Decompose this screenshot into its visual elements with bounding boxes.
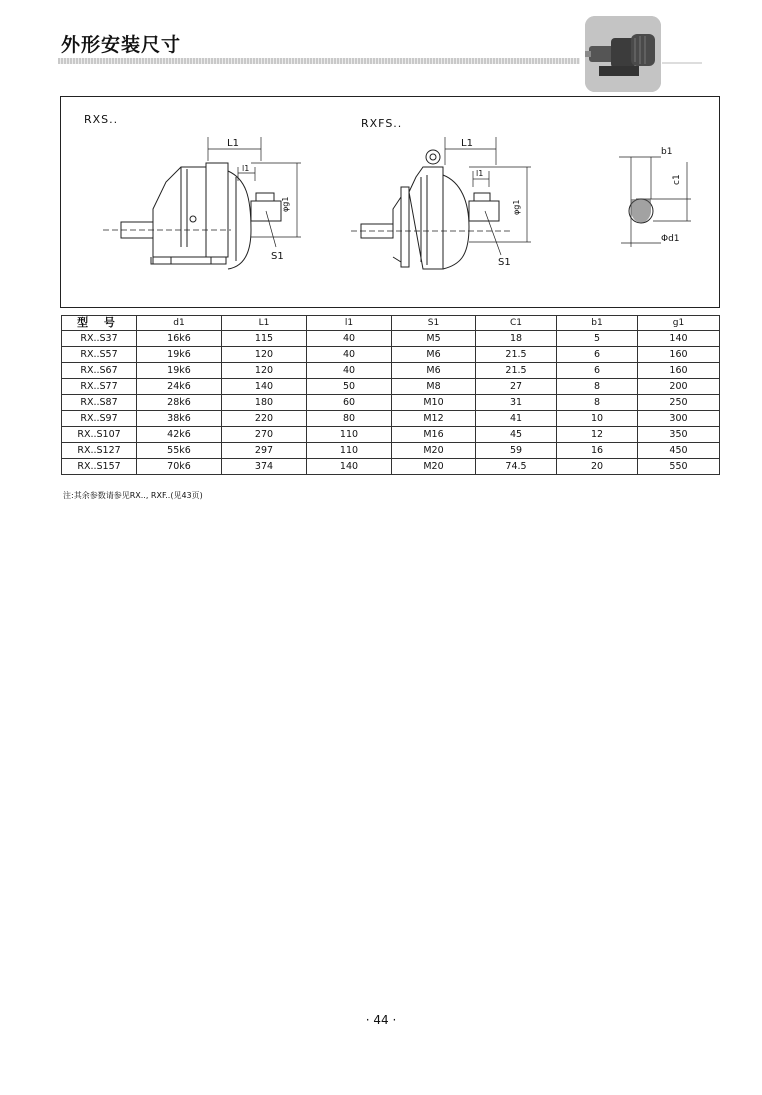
value-cell: 45 <box>476 427 557 443</box>
value-cell: 200 <box>638 379 720 395</box>
svg-text:l1: l1 <box>242 164 250 173</box>
value-cell: 38k6 <box>137 411 222 427</box>
model-cell: RX..S37 <box>62 331 137 347</box>
table-row <box>62 411 720 427</box>
value-cell: 10 <box>557 411 638 427</box>
column-header: L1 <box>222 316 307 331</box>
dimension-table <box>61 315 720 475</box>
value-cell: 19k6 <box>137 363 222 379</box>
model-cell: RX..S157 <box>62 459 137 475</box>
value-cell: 18 <box>476 331 557 347</box>
value-cell: M10 <box>392 395 476 411</box>
table-row <box>62 427 720 443</box>
svg-text:S1: S1 <box>271 251 284 262</box>
svg-text:L1: L1 <box>227 138 239 149</box>
page-number: · 44 · <box>365 1013 397 1027</box>
table-header-row <box>62 316 720 331</box>
value-cell: 250 <box>638 395 720 411</box>
value-cell: 70k6 <box>137 459 222 475</box>
value-cell: 110 <box>307 443 392 459</box>
column-header: C1 <box>476 316 557 331</box>
value-cell: 6 <box>557 347 638 363</box>
value-cell: 120 <box>222 363 307 379</box>
table-row <box>62 443 720 459</box>
value-cell: 350 <box>638 427 720 443</box>
value-cell: 180 <box>222 395 307 411</box>
table-body <box>62 331 720 475</box>
value-cell: 31 <box>476 395 557 411</box>
model-cell: RX..S87 <box>62 395 137 411</box>
model-cell: RX..S67 <box>62 363 137 379</box>
value-cell: M16 <box>392 427 476 443</box>
table-row <box>62 379 720 395</box>
value-cell: 8 <box>557 379 638 395</box>
value-cell: 374 <box>222 459 307 475</box>
table-row <box>62 347 720 363</box>
value-cell: M6 <box>392 363 476 379</box>
shaft-section-drawing <box>619 157 691 247</box>
value-cell: 160 <box>638 347 720 363</box>
column-header: 型 号 <box>62 316 137 331</box>
dimension-drawing-frame <box>60 96 720 308</box>
value-cell: 21.5 <box>476 347 557 363</box>
value-cell: 55k6 <box>137 443 222 459</box>
rxs-drawing <box>103 137 301 269</box>
value-cell: 74.5 <box>476 459 557 475</box>
table-row <box>62 395 720 411</box>
rxs-label: RXS.. <box>84 113 119 126</box>
value-cell: 12 <box>557 427 638 443</box>
value-cell: 40 <box>307 363 392 379</box>
value-cell: 20 <box>557 459 638 475</box>
value-cell: 40 <box>307 331 392 347</box>
value-cell: 16 <box>557 443 638 459</box>
model-cell: RX..S97 <box>62 411 137 427</box>
value-cell: 140 <box>222 379 307 395</box>
title-divider-right <box>662 62 702 64</box>
value-cell: 16k6 <box>137 331 222 347</box>
rxfs-label: RXFS.. <box>361 117 403 130</box>
value-cell: 450 <box>638 443 720 459</box>
value-cell: 120 <box>222 347 307 363</box>
table-row <box>62 363 720 379</box>
value-cell: M6 <box>392 347 476 363</box>
column-header: d1 <box>137 316 222 331</box>
value-cell: 41 <box>476 411 557 427</box>
value-cell: 115 <box>222 331 307 347</box>
svg-text:φg1: φg1 <box>281 196 290 212</box>
page-title: 外形安装尺寸 <box>61 34 182 56</box>
value-cell: 60 <box>307 395 392 411</box>
value-cell: 110 <box>307 427 392 443</box>
model-cell: RX..S77 <box>62 379 137 395</box>
table-row <box>62 459 720 475</box>
value-cell: 300 <box>638 411 720 427</box>
value-cell: 50 <box>307 379 392 395</box>
value-cell: 19k6 <box>137 347 222 363</box>
value-cell: 80 <box>307 411 392 427</box>
value-cell: 59 <box>476 443 557 459</box>
footnote: 注:其余参数请参见RX.., RXF..(见43页) <box>63 491 203 500</box>
value-cell: 550 <box>638 459 720 475</box>
model-cell: RX..S127 <box>62 443 137 459</box>
gearbox-thumbnail-image <box>585 16 661 92</box>
value-cell: 140 <box>307 459 392 475</box>
value-cell: 220 <box>222 411 307 427</box>
value-cell: 21.5 <box>476 363 557 379</box>
svg-text:c1: c1 <box>672 174 682 185</box>
column-header: b1 <box>557 316 638 331</box>
svg-text:Φd1: Φd1 <box>661 234 680 244</box>
svg-text:S1: S1 <box>498 257 511 268</box>
title-divider <box>58 58 580 64</box>
model-cell: RX..S107 <box>62 427 137 443</box>
column-header: S1 <box>392 316 476 331</box>
column-header: g1 <box>638 316 720 331</box>
value-cell: M20 <box>392 443 476 459</box>
svg-text:b1: b1 <box>661 147 673 157</box>
value-cell: 28k6 <box>137 395 222 411</box>
value-cell: 24k6 <box>137 379 222 395</box>
value-cell: 270 <box>222 427 307 443</box>
value-cell: 6 <box>557 363 638 379</box>
svg-text:φg1: φg1 <box>512 199 521 215</box>
value-cell: M20 <box>392 459 476 475</box>
svg-text:l1: l1 <box>476 169 484 178</box>
value-cell: M8 <box>392 379 476 395</box>
rxfs-drawing <box>351 137 531 269</box>
value-cell: 5 <box>557 331 638 347</box>
svg-text:L1: L1 <box>461 138 473 149</box>
value-cell: 27 <box>476 379 557 395</box>
model-cell: RX..S57 <box>62 347 137 363</box>
value-cell: M5 <box>392 331 476 347</box>
table-row <box>62 331 720 347</box>
value-cell: 297 <box>222 443 307 459</box>
value-cell: 8 <box>557 395 638 411</box>
technical-drawings <box>61 97 721 309</box>
value-cell: 140 <box>638 331 720 347</box>
value-cell: 40 <box>307 347 392 363</box>
value-cell: 42k6 <box>137 427 222 443</box>
value-cell: 160 <box>638 363 720 379</box>
column-header: l1 <box>307 316 392 331</box>
value-cell: M12 <box>392 411 476 427</box>
